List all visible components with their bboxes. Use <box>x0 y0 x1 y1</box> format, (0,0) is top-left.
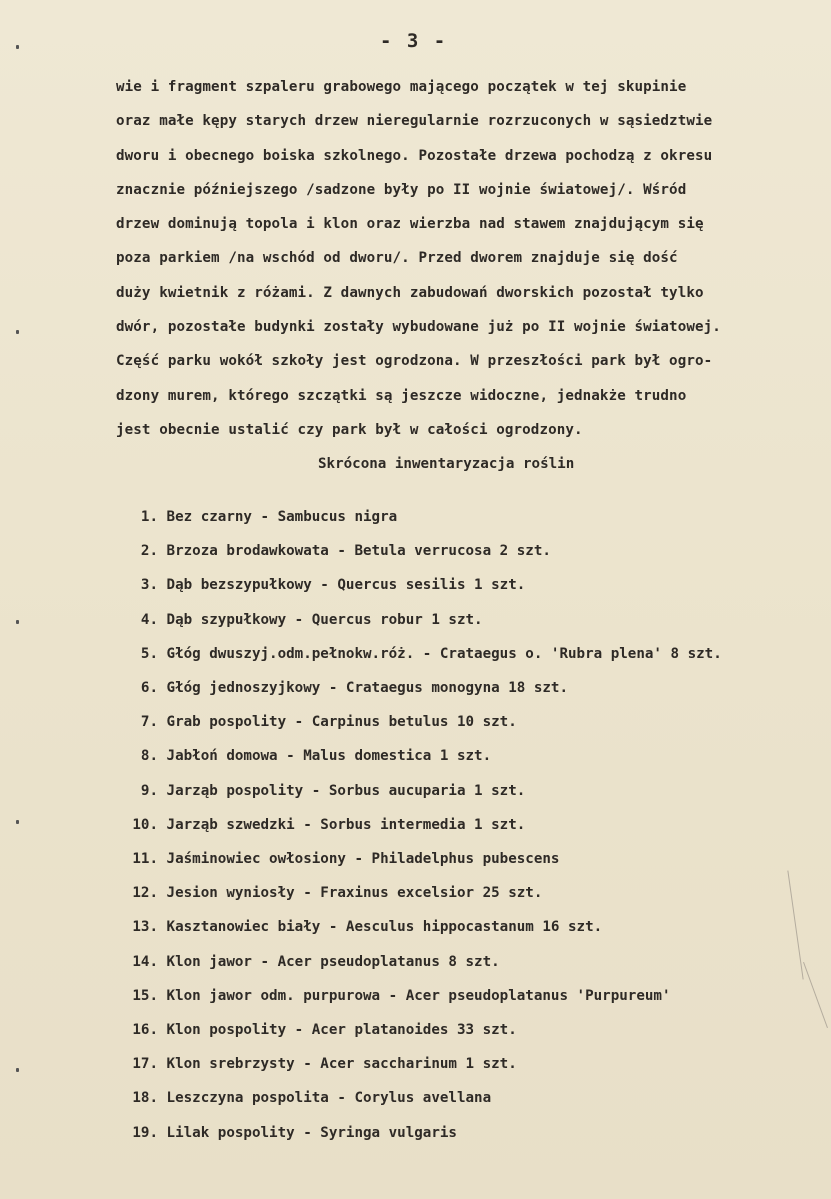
list-item-text: Głóg jednoszyjkowy - Crataegus monogyna 18 szt. <box>166 680 569 697</box>
list-item-spacer <box>158 603 167 637</box>
margin-mark <box>16 620 19 624</box>
paragraph-line: wie i fragment szpaleru grabowego mającego początek w tej skupinie <box>116 79 687 95</box>
list-item-spacer <box>158 739 167 773</box>
list-item-number: 6. <box>140 680 158 697</box>
list-item-spacer <box>158 1116 167 1150</box>
list-item-spacer <box>158 1081 167 1115</box>
paragraph-line: dwór, pozostałe budynki zostały wybudowane już po II wojnie światowej. <box>116 319 721 336</box>
list-item-text: Głóg dwuszyj.odm.pełnokw.róż. - Crataegus o. 'Rubra plena' 8 szt. <box>166 645 722 662</box>
list-item <box>116 808 826 842</box>
paragraph-line: poza parkiem /na wschód od dworu/. Przed dworem znajduje się dość <box>116 250 678 267</box>
list-item-number: 13. <box>132 919 158 936</box>
list-item <box>116 671 826 705</box>
list-item-spacer <box>158 534 167 568</box>
list-item-number: 16. <box>132 1022 158 1039</box>
section-heading: Skrócona inwentaryzacja roślin <box>318 456 575 472</box>
list-item-spacer <box>158 876 167 910</box>
margin-mark <box>16 820 19 824</box>
list-item-text: Brzoza brodawkowata - Betula verrucosa 2 szt. <box>166 543 551 560</box>
margin-mark <box>16 1068 19 1072</box>
list-item <box>116 534 826 568</box>
paragraph-line: oraz małe kępy starych drzew nieregularnie rozrzuconych w sąsiedztwie <box>116 113 713 130</box>
list-item-number: 7. <box>140 714 158 731</box>
paragraph-line: dzony murem, którego szczątki są jeszcze widoczne, jednakże trudno <box>116 387 687 404</box>
list-item-spacer <box>158 979 167 1013</box>
list-item <box>116 774 826 808</box>
list-item <box>116 705 826 739</box>
list-item <box>116 945 826 979</box>
list-item <box>116 979 826 1013</box>
list-item <box>116 500 826 534</box>
paragraph-line: duży kwietnik z różami. Z dawnych zabudowań dworskich pozostał tylko <box>116 284 704 301</box>
list-item <box>116 1116 826 1150</box>
list-item-spacer <box>158 1013 167 1047</box>
list-item <box>116 568 826 602</box>
list-item-text: Leszczyna pospolita - Corylus avellana <box>166 1090 492 1107</box>
list-item-text: Lilak pospolity - Syringa vulgaris <box>166 1124 457 1141</box>
paragraph-line: dworu i obecnego boiska szkolnego. Pozostałe drzewa pochodzą z okresu <box>116 147 713 164</box>
list-item-text: Bez czarny - Sambucus nigra <box>166 509 398 525</box>
list-item <box>116 739 826 773</box>
list-item-spacer <box>158 671 167 705</box>
list-item-number: 3. <box>140 577 158 594</box>
list-item-number: 19. <box>132 1124 158 1141</box>
margin-mark <box>16 45 19 49</box>
list-item-text: Klon srebrzysty - Acer saccharinum 1 szt. <box>166 1056 517 1073</box>
list-item <box>116 842 826 876</box>
list-item-text: Jesion wyniosły - Fraxinus excelsior 25 szt. <box>166 885 543 902</box>
list-item-text: Jaśminowiec owłosiony - Philadelphus pubescens <box>166 851 560 868</box>
list-item <box>116 1081 826 1115</box>
list-item-text: Jarząb pospolity - Sorbus aucuparia 1 szt. <box>166 782 526 799</box>
list-item-number: 12. <box>132 885 158 902</box>
list-item-text: Kasztanowiec biały - Aesculus hippocastanum 16 szt. <box>166 919 603 936</box>
list-item <box>116 637 826 671</box>
list-item-text: Grab pospolity - Carpinus betulus 10 szt. <box>166 714 517 731</box>
list-item-spacer <box>158 910 167 944</box>
paragraph-line: jest obecnie ustalić czy park był w całości ogrodzony. <box>116 421 583 438</box>
list-item <box>116 1047 826 1081</box>
plant-inventory-list <box>116 500 826 1150</box>
list-item <box>116 1013 826 1047</box>
list-item-number: 11. <box>132 851 158 868</box>
list-item-number: 18. <box>132 1090 158 1107</box>
list-item-number: 5. <box>140 645 158 662</box>
list-item-spacer <box>158 637 167 671</box>
list-item-text: Dąb szypułkowy - Quercus robur 1 szt. <box>166 611 483 628</box>
list-item <box>116 603 826 637</box>
list-item-text: Klon pospolity - Acer platanoides 33 szt. <box>166 1022 517 1039</box>
list-item-text: Jabłoń domowa - Malus domestica 1 szt. <box>166 748 492 765</box>
list-item-number: 1. <box>140 509 158 525</box>
list-item-number: 17. <box>132 1056 158 1073</box>
list-item-spacer <box>158 1047 167 1081</box>
paragraph-line: Część parku wokół szkoły jest ogrodzona. W przeszłości park był ogro- <box>116 353 713 370</box>
list-item-number: 14. <box>132 953 158 970</box>
list-item-spacer <box>158 808 167 842</box>
list-item-spacer <box>158 705 167 739</box>
list-item-number: 10. <box>132 816 158 833</box>
list-item-number: 2. <box>140 543 158 560</box>
list-item <box>116 910 826 944</box>
list-item-number: 4. <box>140 611 158 628</box>
margin-mark <box>16 330 19 334</box>
list-item-spacer <box>158 568 167 602</box>
list-item-number: 9. <box>140 782 158 799</box>
list-item-text: Dąb bezszypułkowy - Quercus sesilis 1 szt. <box>166 577 526 594</box>
list-item-text: Klon jawor - Acer pseudoplatanus 8 szt. <box>166 953 500 970</box>
list-item-number: 15. <box>132 987 158 1004</box>
list-item-spacer <box>158 774 167 808</box>
list-item-number: 8. <box>140 748 158 765</box>
list-item-text: Klon jawor odm. purpurowa - Acer pseudoplatanus 'Purpureum' <box>166 987 671 1004</box>
list-item <box>116 876 826 910</box>
list-item-spacer <box>158 500 167 534</box>
paragraph-line: znacznie późniejszego /sadzone były po II wojnie światowej/. Wśród <box>116 181 687 198</box>
list-item-text: Jarząb szwedzki - Sorbus intermedia 1 szt. <box>166 816 526 833</box>
body-paragraph <box>116 70 826 447</box>
paragraph-line: drzew dominują topola i klon oraz wierzba nad stawem znajdującym się <box>116 216 704 233</box>
page-number: - 3 - <box>380 30 448 52</box>
list-item-spacer <box>158 842 167 876</box>
list-item-spacer <box>158 945 167 979</box>
